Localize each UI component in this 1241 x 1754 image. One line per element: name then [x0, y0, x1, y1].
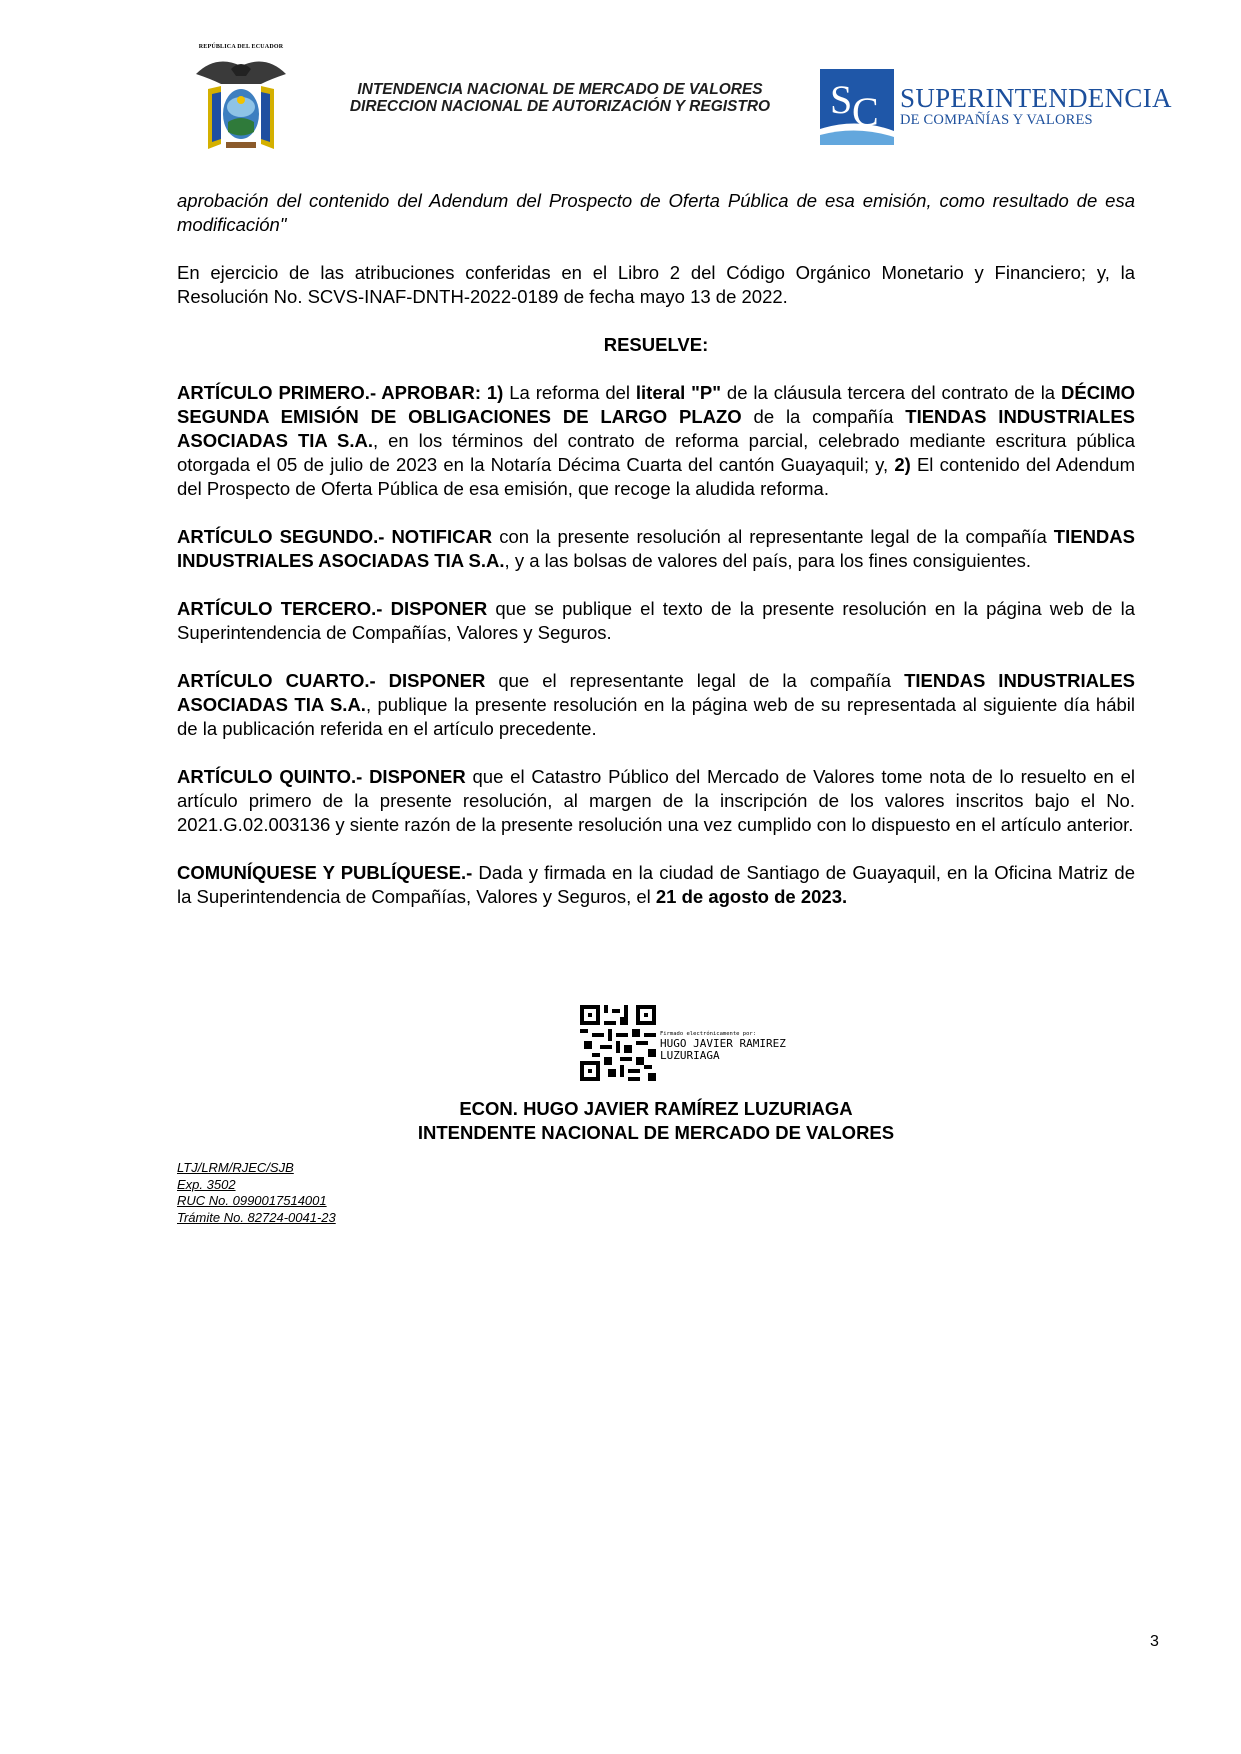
ref-tramite: Trámite No. 82724-0041-23	[177, 1209, 336, 1225]
ref-ruc: RUC No. 0990017514001	[177, 1193, 327, 1208]
electronic-signature	[580, 1005, 820, 1085]
signer-block	[177, 1097, 1135, 1145]
signer-line2: LUZURIAGA	[660, 1049, 720, 1062]
coat-caption: REPÚBLICA DEL ECUADOR	[198, 44, 284, 50]
closing-paragraph: COMUNÍQUESE Y PUBLÍQUESE.- Dada y firmada en la ciudad de Santiago de Guayaquil, en la Oficina Matriz de la Superintendencia de Compañías, Valores y Seguros, el 21 de agosto de 2023.	[177, 862, 1135, 907]
header-line2: DIRECCION NACIONAL DE AUTORIZACIÓN Y REGISTRO	[349, 98, 771, 115]
signer-line1: HUGO JAVIER RAMIREZ	[660, 1037, 786, 1050]
header-line1: INTENDENCIA NACIONAL DE MERCADO DE VALORES	[357, 81, 763, 98]
superintendencia-logo-icon	[820, 69, 894, 145]
reference-codes	[177, 1160, 336, 1226]
sc-name-line1: SUPERINTENDENCIA	[900, 83, 1172, 113]
signed-by-label: Firmado electrónicamente por:	[660, 1031, 757, 1037]
article-cuarto: ARTÍCULO CUARTO.- DISPONER que el representante legal de la compañía TIENDAS INDUSTRIALES ASOCIADAS TIA S.A., publique la presente resolución en la página web de su representada al siguiente día hábil de la publicación referida en el artículo precedente.	[177, 670, 1135, 739]
article-primero: ARTÍCULO PRIMERO.- APROBAR: 1) La reforma del literal "P" de la cláusula tercera del contrato de la DÉCIMO SEGUNDA EMISIÓN DE OBLIGACIONES DE LARGO PLAZO de la compañía TIENDAS INDUSTRIALES ASOCIADAS TIA S.A., en los términos del contrato de reforma parcial, celebrado mediante escritura pública otorgada el 05 de julio de 2023 en la Notaría Décima Cuarta del cantón Guayaquil; y, 2) El contenido del Adendum del Prospecto de Oferta Pública de esa emisión, que recoge la aludida reforma.	[177, 382, 1135, 499]
page-number: 3	[1150, 1633, 1159, 1650]
ecuador-coat-of-arms-icon	[186, 44, 296, 156]
paragraph-considering: En ejercicio de las atribuciones conferidas en el Libro 2 del Código Orgánico Monetario y Financiero; y, la Resolución No. SCVS-INAF-DNTH-2022-0189 de fecha mayo 13 de 2022.	[177, 262, 1135, 307]
paragraph-continuation: aprobación del contenido del Adendum del Prospecto de Oferta Pública de esa emisión, como resultado de esa modificación"	[177, 190, 1135, 235]
qr-code-icon	[580, 1005, 656, 1081]
signer-title: INTENDENTE NACIONAL DE MERCADO DE VALORES	[417, 1122, 895, 1143]
article-segundo: ARTÍCULO SEGUNDO.- NOTIFICAR con la presente resolución al representante legal de la compañía TIENDAS INDUSTRIALES ASOCIADAS TIA S.A., y a las bolsas de valores del país, para los fines consiguientes.	[177, 526, 1135, 571]
signer-name: ECON. HUGO JAVIER RAMÍREZ LUZURIAGA	[459, 1098, 853, 1119]
article-tercero: ARTÍCULO TERCERO.- DISPONER que se publique el texto de la presente resolución en la página web de la Superintendencia de Compañías, Valores y Seguros.	[177, 598, 1135, 643]
header-title	[325, 81, 795, 115]
ref-initials: LTJ/LRM/RJEC/SJB	[177, 1160, 294, 1175]
svg-text:S: S	[830, 77, 853, 122]
ref-expediente: Exp. 3502	[177, 1176, 236, 1192]
document-body	[177, 189, 1135, 909]
page-header	[0, 44, 1241, 159]
sc-name-line2: DE COMPAÑÍAS Y VALORES	[900, 112, 1093, 128]
signer-stamp	[660, 1038, 786, 1062]
article-quinto: ARTÍCULO QUINTO.- DISPONER que el Catastro Público del Mercado de Valores tome nota de lo resuelto en el artículo primero de la presente resolución, al margen de la inscripción de los valores inscritos bajo el No. 2021.G.02.003136 y siente razón de la presente resolución una vez cumplido con lo dispuesto en el artículo anterior.	[177, 766, 1135, 835]
superintendencia-name	[900, 83, 1172, 128]
svg-text:C: C	[852, 89, 879, 134]
resuelve-heading: RESUELVE:	[603, 334, 709, 355]
